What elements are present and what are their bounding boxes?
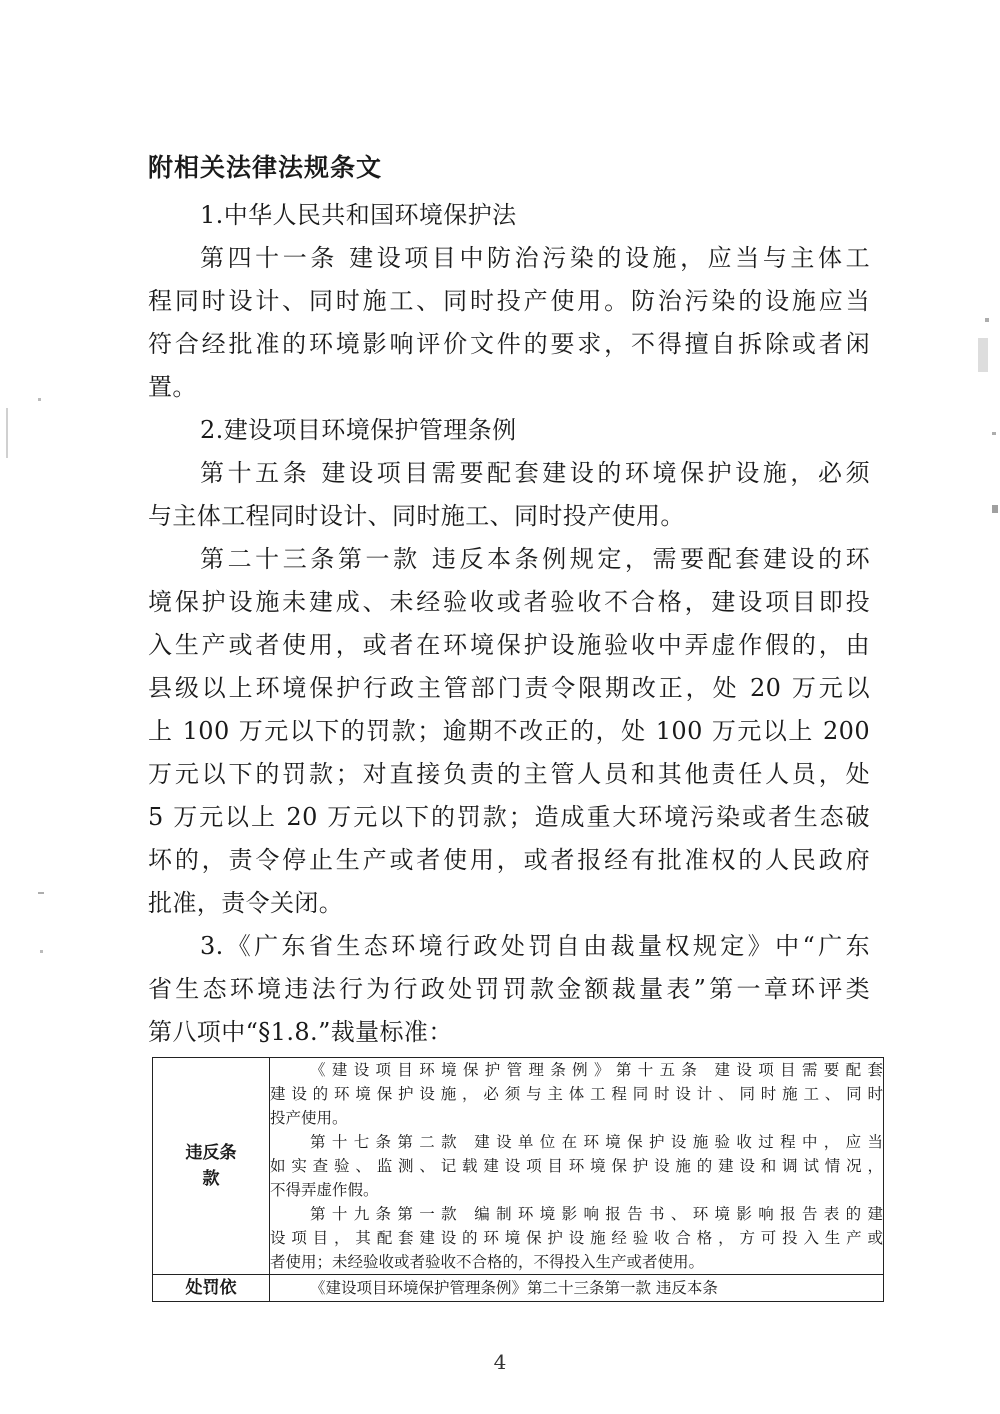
page-number: 4: [493, 1350, 507, 1374]
table-text-line: 第十九条第一款 编制环境影响报告书、环境影响报告表的建: [310, 1205, 883, 1223]
table-text-line: 不得弄虚作假。: [270, 1181, 379, 1199]
paragraph-line: 置。: [148, 373, 197, 401]
violation-clause-label: 违反条款: [185, 1143, 237, 1189]
table-row: [153, 1275, 884, 1302]
scan-mark: [985, 318, 989, 322]
paragraph-line: 第八项中“§1.8.”裁量标准：: [148, 1018, 453, 1046]
paragraph-line: 符合经批准的环境影响评价文件的要求，不得擅自拆除或者闲: [148, 330, 870, 358]
paragraph-line: 县级以上环境保护行政主管部门责令限期改正，处 20 万元以: [148, 674, 870, 702]
paragraph-line: 第十五条 建设项目需要配套建设的环境保护设施，必须: [200, 459, 870, 487]
paragraph-line: 万元以下的罚款；对直接负责的主管人员和其他责任人员，处: [148, 760, 870, 788]
violation-clause-label-cell: [153, 1058, 270, 1275]
law-title-1: 1.中华人民共和国环境保护法: [200, 201, 517, 229]
scan-mark: [40, 950, 43, 953]
paragraph-line: 境保护设施未建成、未经验收或者验收不合格，建设项目即投: [148, 588, 870, 616]
table-text-line: 者使用；未经验收或者验收不合格的，不得投入生产或者使用。: [270, 1253, 705, 1271]
violation-clause-content: [270, 1058, 884, 1275]
paragraph-line: 5 万元以上 20 万元以下的罚款；造成重大环境污染或者生态破: [148, 803, 870, 831]
table-text-line: 建设的环境保护设施，必须与主体工程同时设计、同时施工、同时: [270, 1085, 883, 1103]
table-text-line: 设项目，其配套建设的环境保护设施经验收合格，方可投入生产或: [270, 1229, 883, 1247]
paragraph-line: 批准，责令关闭。: [148, 889, 344, 917]
paragraph-line: 第二十三条第一款 违反本条例规定，需要配套建设的环: [200, 545, 870, 573]
penalty-basis-content: [270, 1275, 884, 1302]
scan-mark: [38, 398, 41, 401]
scan-mark: [38, 892, 44, 894]
scan-mark: [992, 505, 998, 513]
scan-mark: [6, 408, 8, 458]
law-title-3: 3.《广东省生态环境行政处罚自由裁量权规定》中“广东: [200, 932, 870, 960]
penalty-basis-label: 处罚依: [153, 1275, 270, 1302]
paragraph-line: 坏的，责令停止生产或者使用，或者报经有批准权的人民政府: [148, 846, 870, 874]
paragraph-line: 入生产或者使用，或者在环境保护设施验收中弄虚作假的，由: [148, 631, 870, 659]
table-text-line: 投产使用。: [270, 1109, 348, 1127]
table-text-line: 《建设项目环境保护管理条例》第十五条 建设项目需要配套: [310, 1061, 883, 1079]
law-title-2: 2.建设项目环境保护管理条例: [200, 416, 517, 444]
table-text-line: 如实查验、监测、记载建设项目环境保护设施的建设和调试情况，: [270, 1157, 883, 1175]
paragraph-line: 第四十一条 建设项目中防治污染的设施，应当与主体工: [200, 244, 870, 272]
table-text-line: 第十七条第二款 建设单位在环境保护设施验收过程中，应当: [310, 1133, 883, 1151]
discretion-standard-table: [152, 1057, 884, 1302]
paragraph-line: 上 100 万元以下的罚款；逾期不改正的，处 100 万元以上 200: [148, 717, 870, 745]
paragraph-line: 省生态环境违法行为行政处罚罚款金额裁量表”第一章环评类: [148, 975, 870, 1003]
table-row: [153, 1058, 884, 1275]
scan-mark: [992, 432, 996, 435]
table-text-line: 《建设项目环境保护管理条例》第二十三条第一款 违反本条: [310, 1279, 718, 1297]
paragraph-line: 程同时设计、同时施工、同时投产使用。防治污染的设施应当: [148, 287, 870, 315]
paragraph-line: 与主体工程同时设计、同时施工、同时投产使用。: [148, 502, 685, 530]
scan-mark: [978, 338, 988, 372]
appendix-heading: 附相关法律法规条文: [148, 153, 383, 182]
